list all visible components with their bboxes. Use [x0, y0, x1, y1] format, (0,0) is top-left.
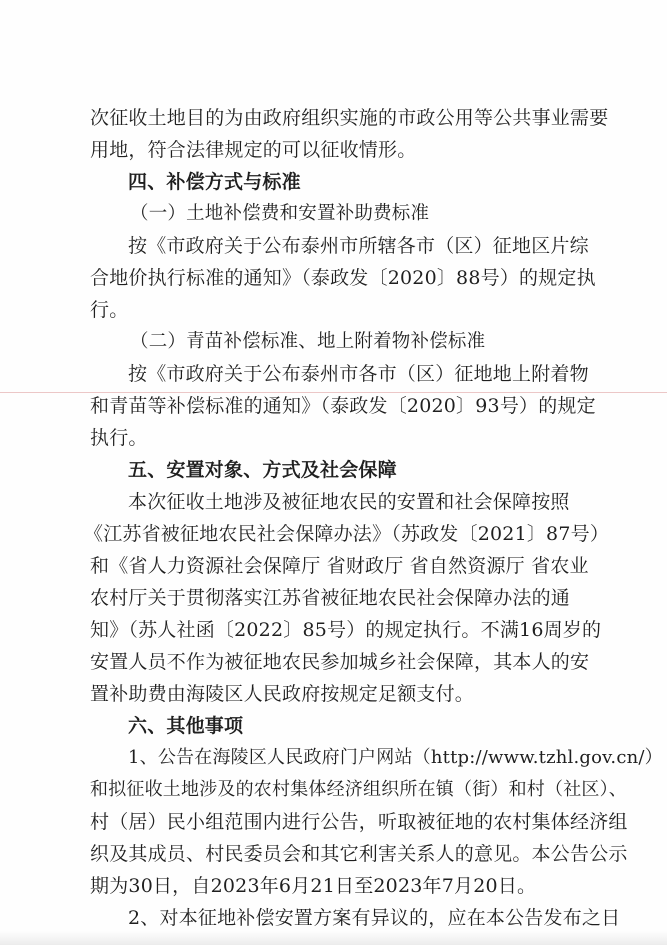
body-line: 《江苏省被征地农民社会保障办法》（苏政发〔2021〕87号）	[84, 523, 610, 545]
body-line: 和《省人力资源社会保障厅 省财政厅 省自然资源厅 省农业	[90, 555, 589, 577]
section-heading-6: 六、其他事项	[128, 715, 244, 737]
section-heading-5: 五、安置对象、方式及社会保障	[128, 459, 397, 481]
subsection-heading: （二）青苗补偿标准、地上附着物补偿标准	[130, 331, 486, 352]
subsection-heading: （一）土地补偿费和安置补助费标准	[130, 203, 430, 224]
body-line: 农村厅关于贯彻落实江苏省被征地农民社会保障办法的通	[90, 587, 571, 609]
body-line: 1、公告在海陵区人民政府门户网站（http://www.tzhl.gov.cn/）	[128, 747, 663, 768]
body-line: 按《市政府关于公布泰州市各市（区）征地地上附着物	[128, 363, 589, 385]
body-line: 按《市政府关于公布泰州市所辖各市（区）征地区片综	[128, 235, 589, 257]
body-line: 合地价执行标准的通知》（泰政发〔2020〕88号）的规定执	[90, 267, 596, 289]
body-line: 和青苗等补偿标准的通知》（泰政发〔2020〕93号）的规定	[90, 395, 596, 417]
body-line: 和拟征收土地涉及的农村集体经济组织所在镇（街）和村（社区）、	[90, 779, 627, 800]
section-heading-4: 四、补偿方式与标准	[128, 171, 301, 193]
body-line: 次征收土地目的为由政府组织实施的市政公用等公共事业需要	[90, 107, 609, 129]
scan-bottom-shadow	[0, 930, 667, 945]
body-line: 期为30日，自2023年6月21日至2023年7月20日。	[90, 875, 537, 897]
body-line: 行。	[90, 299, 129, 321]
body-line: 2、对本征地补偿安置方案有异议的，应在本公告发布之日	[128, 907, 621, 929]
body-line: 织及其成员、村民委员会和其它利害关系人的意见。本公告公示	[90, 843, 628, 865]
scan-fold-line	[0, 392, 667, 393]
body-line: 用地，符合法律规定的可以征收情形。	[90, 139, 417, 161]
body-line: 知》（苏人社函〔2022〕85号）的规定执行。不满16周岁的	[90, 619, 602, 641]
body-line: 安置人员不作为被征地农民参加城乡社会保障，其本人的安	[90, 651, 590, 673]
body-line: 本次征收土地涉及被征地农民的安置和社会保障按照	[128, 491, 570, 513]
body-line: 村（居）民小组范围内进行公告，听取被征地的农村集体经济组	[90, 811, 628, 833]
body-line: 置补助费由海陵区人民政府按规定足额支付。	[90, 683, 475, 705]
body-line: 执行。	[90, 427, 148, 449]
